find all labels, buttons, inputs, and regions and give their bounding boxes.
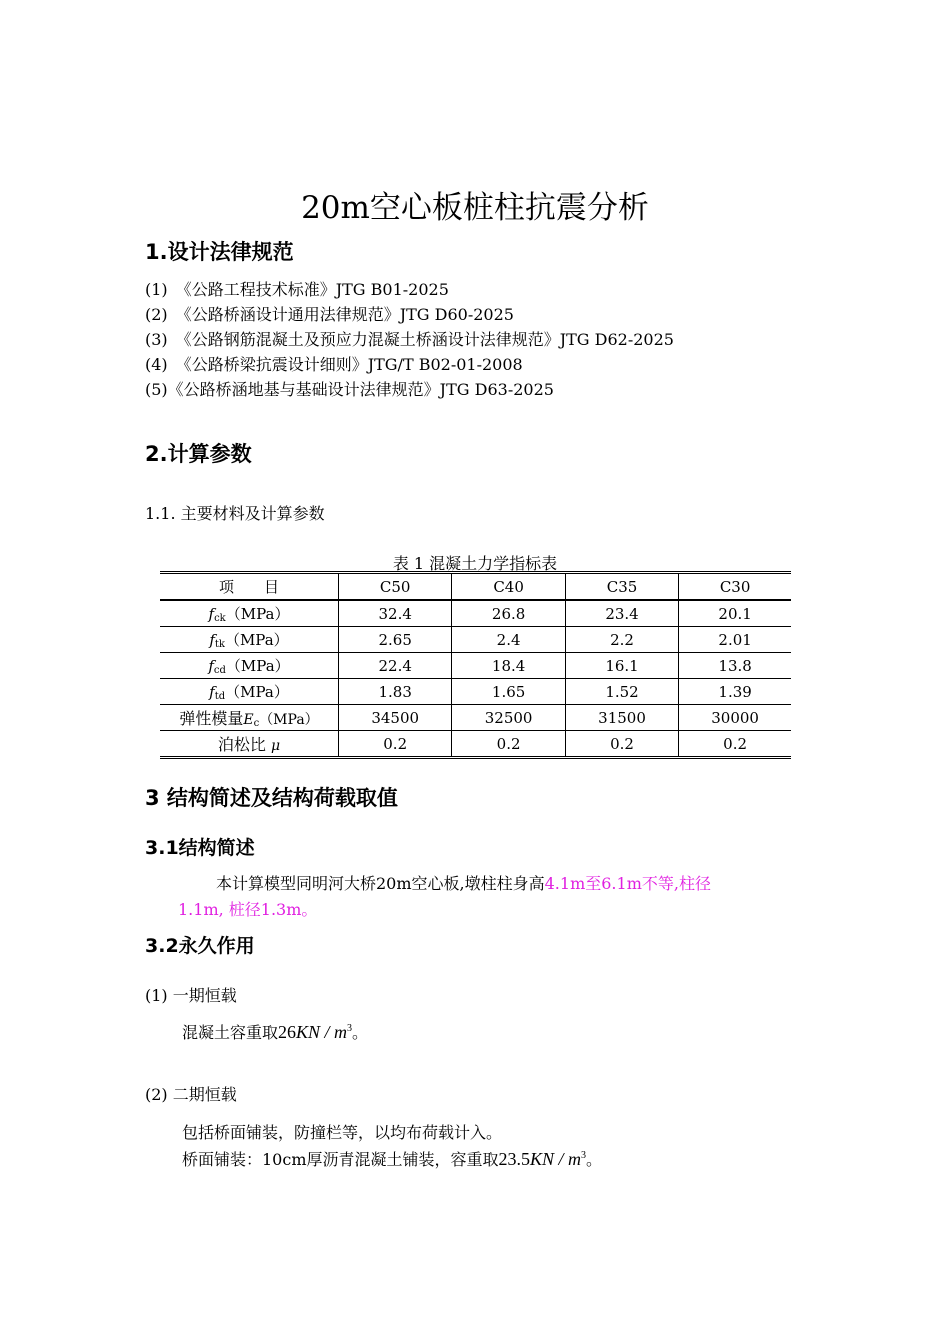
header-cell: C35	[565, 573, 678, 601]
table-cell: 1.39	[679, 679, 791, 705]
table-cell: 0.2	[565, 731, 678, 758]
table-cell: 18.4	[452, 653, 565, 679]
section-3-1-heading: 3.1结构简述	[145, 837, 255, 859]
unit-weight-value: $23.5KN / m^3$	[498, 1149, 587, 1169]
table-cell: 1.83	[339, 679, 452, 705]
table-cell: 13.8	[679, 653, 791, 679]
reference-item: (4) 《公路桥梁抗震设计细则》JTG/T B02-01-2008	[145, 355, 523, 374]
section-3-heading: 3 结构简述及结构荷载取值	[145, 786, 398, 810]
table-cell: 26.8	[452, 600, 565, 627]
table-cell: 22.4	[339, 653, 452, 679]
reference-item: (1) 《公路工程技术标准》JTG B01-2025	[145, 280, 449, 299]
structure-description-line-1: 本计算模型同明河大桥20m空心板,墩柱柱身高4.1m至6.1m不等,柱径	[216, 874, 711, 893]
structure-description-line-2: 1.1m, 桩径1.3m。	[178, 900, 318, 919]
row-label: 泊松比 μ	[160, 731, 339, 758]
reference-item: (5)《公路桥涵地基与基础设计法律规范》JTG D63-2025	[145, 380, 554, 399]
table-cell: 0.2	[339, 731, 452, 758]
section-1-heading: 1.设计法律规范	[145, 240, 294, 264]
table-caption: 表 1 混凝土力学指标表	[392, 554, 558, 573]
table-row	[160, 679, 791, 705]
table-cell: 1.65	[452, 679, 565, 705]
load-item-2-line-1: 包括桥面铺装，防撞栏等，以均布荷载计入。	[182, 1123, 503, 1142]
section-3-2-heading: 3.2永久作用	[145, 935, 255, 957]
load-item-2-line-2: 桥面铺装：10cm厚沥青混凝土铺装，容重取$23.5KN / m^3$。	[182, 1149, 603, 1169]
header-cell: 项 目	[160, 573, 339, 601]
header-cell: C30	[679, 573, 791, 601]
table-cell: 23.4	[565, 600, 678, 627]
page-title: 20m空心板桩柱抗震分析	[301, 190, 649, 226]
table-cell: 32500	[452, 705, 565, 731]
table-cell: 31500	[565, 705, 678, 731]
row-label: 弹性模量$E_c(MPa)$	[160, 705, 339, 731]
load-item-1-label: (1) 一期恒载	[145, 986, 237, 1005]
table-cell: 2.2	[565, 627, 678, 653]
row-label: $f_{ck}(MPa)$	[160, 600, 339, 627]
load-item-1-text: 混凝土容重取$26KN / m^3$。	[182, 1022, 369, 1042]
section-2-subheading: 1.1. 主要材料及计算参数	[145, 504, 325, 523]
table-cell: 2.4	[452, 627, 565, 653]
table-cell: 2.65	[339, 627, 452, 653]
row-label: $f_{td}(MPa)$	[160, 679, 339, 705]
header-cell: C40	[452, 573, 565, 601]
table-row	[160, 600, 791, 627]
table-cell: 20.1	[679, 600, 791, 627]
concrete-properties-table	[160, 571, 791, 759]
unit-weight-value: $26KN / m^3$	[278, 1022, 353, 1042]
table-row	[160, 653, 791, 679]
table-header-row	[160, 573, 791, 601]
table-row	[160, 705, 791, 731]
section-2-heading: 2.计算参数	[145, 442, 252, 466]
row-label: $f_{cd}(MPa)$	[160, 653, 339, 679]
load-item-2-label: (2) 二期恒载	[145, 1085, 237, 1104]
table-cell: 32.4	[339, 600, 452, 627]
reference-item: (3) 《公路钢筋混凝土及预应力混凝土桥涵设计法律规范》JTG D62-2025	[145, 330, 674, 349]
table-cell: 30000	[679, 705, 791, 731]
table-row	[160, 627, 791, 653]
table-cell: 2.01	[679, 627, 791, 653]
table-cell: 0.2	[452, 731, 565, 758]
row-label: $f_{tk}(MPa)$	[160, 627, 339, 653]
table-cell: 0.2	[679, 731, 791, 758]
highlighted-dimension-text: 4.1m至6.1m不等,柱径	[544, 874, 711, 893]
table-row	[160, 731, 791, 758]
reference-item: (2) 《公路桥涵设计通用法律规范》JTG D60-2025	[145, 305, 514, 324]
header-cell: C50	[339, 573, 452, 601]
table-cell: 34500	[339, 705, 452, 731]
table-cell: 16.1	[565, 653, 678, 679]
table-cell: 1.52	[565, 679, 678, 705]
